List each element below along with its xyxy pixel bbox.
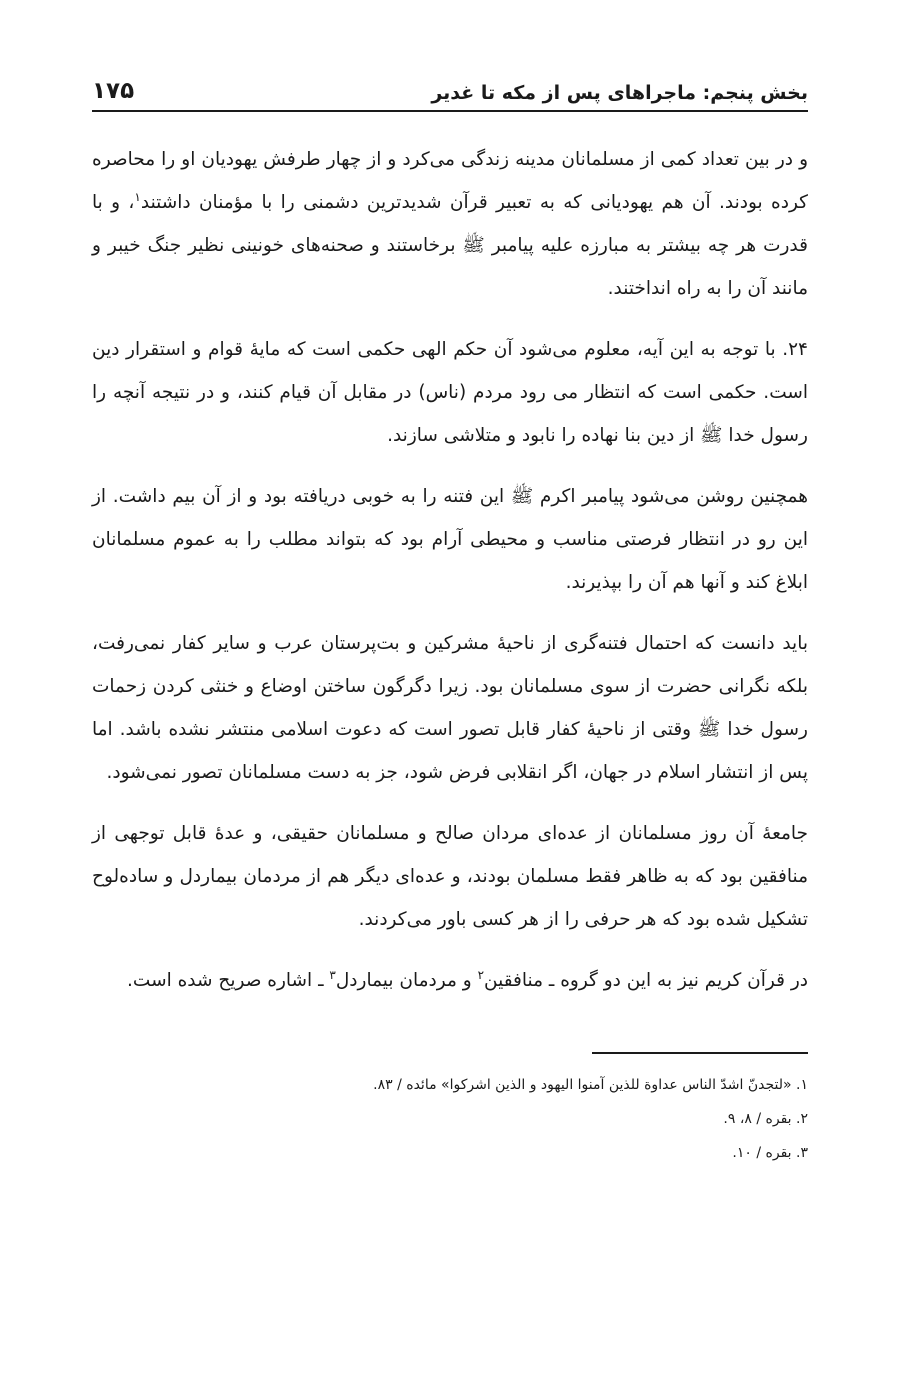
paragraph-6 <box>92 959 808 1002</box>
footnote-ref-1: ۱ <box>134 189 141 204</box>
paragraph-1-text-b: ، و با قدرت هر چه بیشتر به مبارزه علیه پیامبر ﷺ برخاستند و صحنه‌های خونینی نظیر جنگ خیبر و مانند آن را به راه انداختند. <box>92 192 808 299</box>
paragraph-5: جامعهٔ آن روز مسلمانان از عده‌ای مردان صالح و مسلمانان حقیقی، و عدهٔ قابل توجهی از منافقین بود که به ظاهر فقط مسلمان بودند، و عده‌ای دیگر هم از مردمان بیماردل و ساده‌لوح تشکیل شده بود که هر حرفی را از هر کسی باور می‌کردند. <box>92 823 808 930</box>
footnote-ref-3: ۳ <box>329 967 336 982</box>
paragraph-1-text-a: و در بین تعداد کمی از مسلمانان مدینه زندگی می‌کرد و از چهار طرفش یهودیان او را محاصره کرده بودند. آن هم یهودیانی که به تعبیر قرآن شدیدترین دشمنی را با مؤمنان داشتند <box>92 149 808 213</box>
footnote-ref-2: ۲ <box>477 967 485 982</box>
book-page <box>92 60 808 1170</box>
page-header <box>92 60 808 112</box>
footnotes <box>92 1068 808 1170</box>
paragraph-6-text-c: ـ اشاره صریح شده است. <box>127 970 330 991</box>
page-body <box>92 138 808 1002</box>
footnote-1: ۱. «لتجدنّ اشدّ الناس عداوة للذین آمنوا الیهود و الذین اشرکوا» مائده / ۸۳. <box>373 1077 808 1093</box>
paragraph-4: باید دانست که احتمال فتنه‌گری از ناحیهٔ مشرکین و بت‌پرستان عرب و سایر کفار نمی‌رفت، بلکه نگرانی حضرت از سوی مسلمانان بود. زیرا دگرگون ساختن اوضاع و خنثی کردن زحمات رسول خدا ﷺ وقتی از ناحیهٔ کفار قابل تصور است که دعوت اسلامی منتشر نشده باشد. اما پس از انتشار اسلام در جهان، اگر انقلابی فرض شود، جز به دست مسلمانان تصور نمی‌شود. <box>92 633 808 783</box>
paragraph-6-text-a: در قرآن کریم نیز به این دو گروه ـ منافقین <box>484 970 808 991</box>
running-head: بخش پنجم: ماجراهای پس از مکه تا غدیر <box>431 82 808 104</box>
paragraph-6-text-b: و مردمان بیماردل <box>335 970 478 991</box>
footnote-divider <box>592 1052 808 1054</box>
paragraph-2: ۲۴. با توجه به این آیه، معلوم می‌شود آن حکم الهی حکمی است که مایهٔ قوام و استقرار دین است. حکمی است که انتظار می رود مردم (ناس) در مقابل آن قیام کنند، و در نتیجه آنچه را رسول خدا ﷺ از دین بنا نهاده را نابود و متلاشی سازند. <box>92 339 808 446</box>
paragraph-3: همچنین روشن می‌شود پیامبر اکرم ﷺ این فتنه را به خوبی دریافته بود و از آن بیم داشت. از این رو در انتظار فرصتی مناسب و محیطی آرام بود که بتواند مطلب را به عموم مسلمانان ابلاغ کند و آنها هم آن را بپذیرند. <box>92 486 808 593</box>
page-number: ۱۷۵ <box>92 78 135 104</box>
footnote-2: ۲. بقره / ۸، ۹. <box>723 1111 808 1127</box>
paragraph-1 <box>92 138 808 310</box>
footnote-3: ۳. بقره / ۱۰. <box>732 1145 808 1161</box>
